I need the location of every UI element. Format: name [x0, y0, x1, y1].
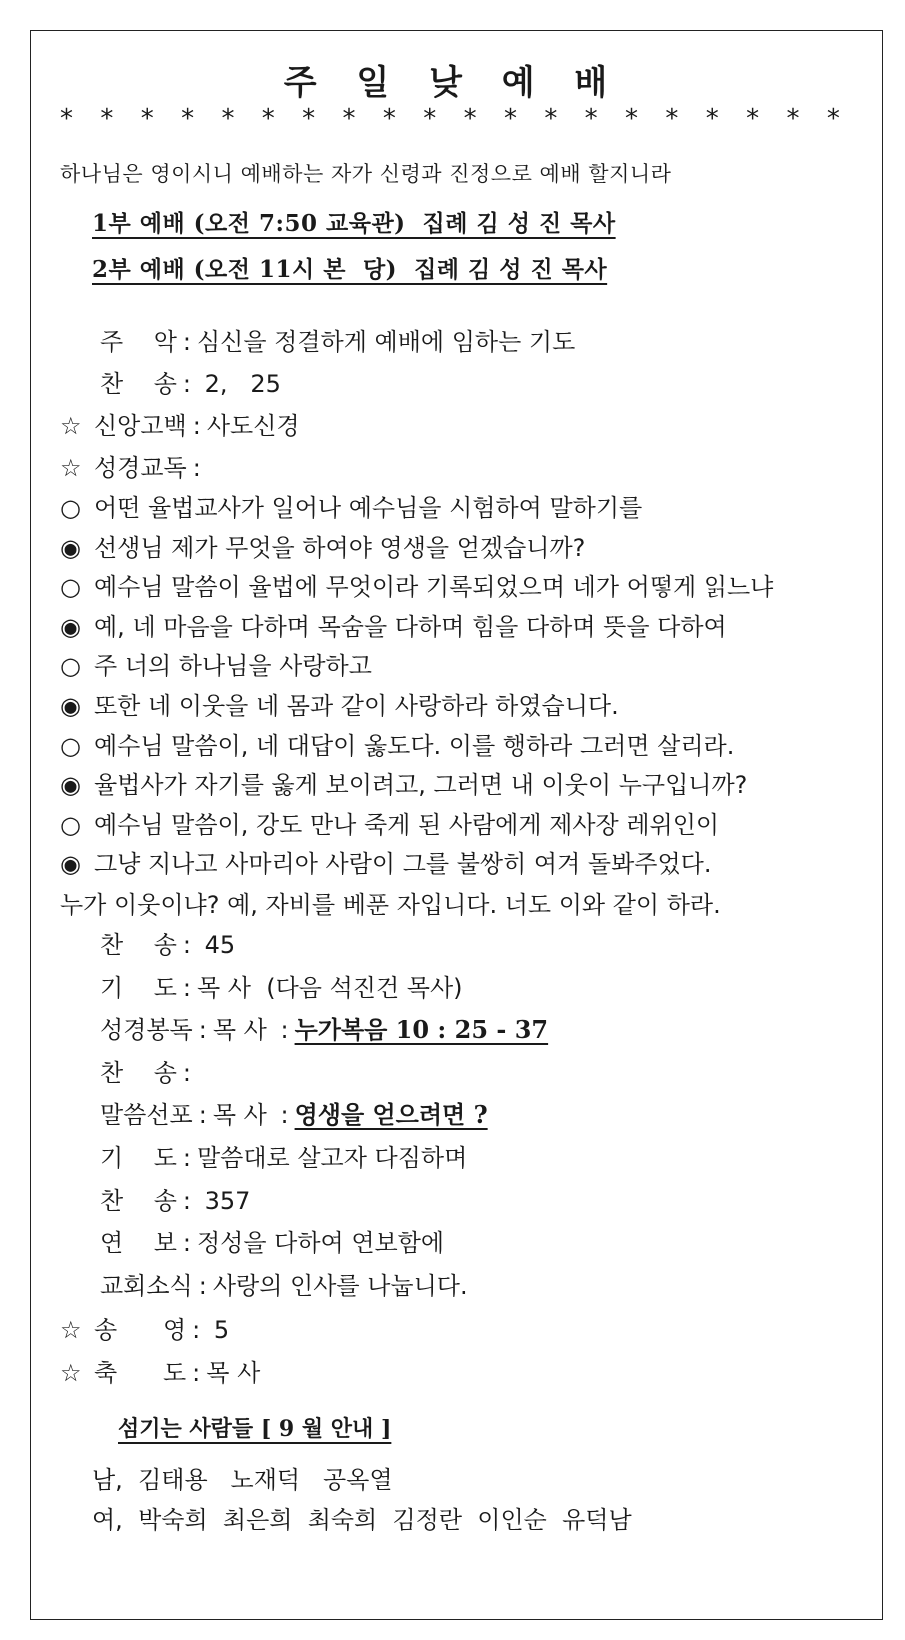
order-label: 찬 송	[100, 1186, 177, 1215]
order-emphasis: 누가복음 10 : 25 - 37	[294, 1015, 549, 1045]
order-item	[60, 1353, 260, 1388]
order-item	[100, 925, 235, 960]
star-glyph: *	[221, 104, 235, 134]
order-emphasis: 영생을 얻으려면 ?	[294, 1100, 488, 1130]
order-value: 357	[196, 1186, 251, 1215]
colon-separator: :	[198, 1271, 207, 1300]
order-item	[60, 448, 207, 483]
congregation-dot-icon: ◉	[60, 692, 81, 720]
congregation-dot-icon: ◉	[60, 533, 81, 562]
star-glyph: *	[261, 104, 275, 134]
colon-separator: :	[182, 1186, 191, 1215]
star-glyph: *	[665, 104, 679, 134]
service-second: 2부 예배 (오전 11시 본 당) 집례 김 성 진 목사	[92, 256, 608, 283]
order-item	[100, 1053, 197, 1088]
page-title: 주 일 낮 예 배	[283, 63, 622, 103]
star-glyph: *	[544, 104, 558, 134]
order-label: 주 악	[100, 328, 177, 356]
leader-circle-icon: ○	[60, 652, 81, 681]
reading-text: 또한 네 이웃을 네 몸과 같이 사랑하라 하였습니다.	[94, 692, 619, 720]
order-label: 연 보	[100, 1229, 177, 1258]
order-value: 목 사 (다음 석진건 목사)	[196, 973, 463, 1002]
servers-heading: 섬기는 사람들 [ 9 월 안내 ]	[118, 1416, 392, 1442]
order-value: 사도신경	[206, 412, 300, 440]
reading-line	[60, 765, 747, 800]
star-divider	[60, 104, 840, 134]
colon-separator: :	[182, 1058, 191, 1087]
order-item	[100, 1266, 468, 1301]
reading-text: 율법사가 자기를 옳게 보이려고, 그러면 내 이웃이 누구입니까?	[94, 771, 748, 800]
colon-separator: :	[192, 454, 201, 482]
reading-text: 그냥 지나고 사마리아 사람이 그를 불쌍히 여겨 돌봐주었다.	[94, 850, 712, 879]
star-glyph: *	[100, 104, 114, 134]
reading-text: 예수님 말씀이, 강도 만나 죽게 된 사람에게 제사장 레위인이	[94, 810, 720, 839]
colon-separator: :	[192, 1316, 201, 1344]
leader-circle-icon: ○	[60, 810, 81, 839]
reading-closing-line: 누가 이웃이냐? 예, 자비를 베푼 자입니다. 너도 이와 같이 하라.	[60, 891, 721, 919]
order-value: 말씀대로 살고자 다짐하며	[196, 1144, 468, 1172]
reading-line	[60, 528, 585, 563]
colon-separator: :	[198, 1101, 207, 1130]
reading-line	[60, 726, 734, 761]
order-label: 성경봉독	[100, 1016, 193, 1045]
star-glyph: *	[60, 104, 73, 134]
colon-separator: :	[198, 1016, 207, 1045]
colon-separator: :	[280, 1101, 289, 1130]
star-glyph: *	[826, 104, 840, 134]
leader-circle-icon: ○	[60, 494, 81, 522]
order-label: 찬 송	[100, 370, 177, 398]
reading-line	[60, 567, 773, 602]
star-glyph: *	[746, 104, 760, 134]
star-icon: ☆	[60, 1316, 82, 1344]
order-value: 5	[206, 1316, 230, 1344]
star-glyph: *	[625, 104, 639, 134]
star-glyph: *	[786, 104, 800, 134]
reading-line	[60, 646, 372, 681]
order-label: 교회소식	[100, 1271, 193, 1300]
reading-text: 선생님 제가 무엇을 하여야 영생을 얻겠습니까?	[94, 533, 586, 562]
reading-line	[60, 607, 727, 642]
order-item	[60, 406, 300, 441]
congregation-dot-icon: ◉	[60, 612, 81, 641]
leader-circle-icon: ○	[60, 573, 81, 602]
reading-text: 예수님 말씀이, 네 대답이 옳도다. 이를 행하라 그러면 살리라.	[94, 731, 735, 760]
star-glyph: *	[140, 104, 154, 134]
star-glyph: *	[584, 104, 598, 134]
reading-line	[60, 805, 719, 840]
order-label: 축 도	[94, 1359, 187, 1387]
star-glyph: *	[342, 104, 356, 134]
order-item	[100, 322, 575, 357]
congregation-dot-icon: ◉	[60, 850, 81, 879]
reading-text: 어떤 율법교사가 일어나 예수님을 시험하여 말하기를	[94, 494, 643, 522]
colon-separator: :	[182, 1144, 191, 1172]
reading-line	[60, 686, 619, 721]
order-value: 심신을 정결하게 예배에 임하는 기도	[196, 328, 576, 356]
star-glyph: *	[382, 104, 396, 134]
service-first: 1부 예배 (오전 7:50 교육관) 집례 김 성 진 목사	[92, 210, 616, 237]
order-item	[100, 1095, 488, 1130]
star-glyph: *	[423, 104, 437, 134]
reading-text: 주 너의 하나님을 사랑하고	[94, 652, 372, 681]
servers-women: 여, 박숙희 최은희 최숙희 김정란 이인순 유덕남	[92, 1506, 632, 1534]
reading-line	[60, 844, 711, 879]
congregation-dot-icon: ◉	[60, 771, 81, 800]
star-icon: ☆	[60, 412, 82, 440]
colon-separator: :	[192, 1359, 201, 1387]
star-glyph: *	[503, 104, 517, 134]
colon-separator: :	[182, 1229, 191, 1258]
leader-circle-icon: ○	[60, 731, 81, 760]
order-label: 성경교독	[94, 454, 187, 482]
colon-separator: :	[182, 370, 191, 398]
order-item	[100, 1138, 467, 1173]
order-value: 45	[196, 931, 236, 959]
order-item	[60, 1310, 229, 1345]
order-item	[100, 968, 463, 1003]
star-glyph: *	[463, 104, 477, 134]
order-value: 정성을 다하여 연보함에	[196, 1229, 445, 1258]
servers-men: 남, 김태용 노재덕 공옥열	[92, 1466, 393, 1494]
order-item	[100, 1181, 250, 1216]
verse-line: 하나님은 영이시니 예배하는 자가 신령과 진정으로 예배 할지니라	[60, 162, 672, 186]
order-item	[100, 364, 281, 399]
order-item	[100, 1010, 548, 1045]
colon-separator: :	[182, 931, 191, 959]
colon-separator: :	[192, 412, 201, 440]
star-icon: ☆	[60, 1359, 82, 1387]
order-label: 송 영	[94, 1316, 187, 1344]
colon-separator: :	[182, 973, 191, 1002]
star-glyph: *	[181, 104, 195, 134]
star-glyph: *	[705, 104, 719, 134]
order-label: 찬 송	[100, 931, 177, 959]
order-label: 기 도	[100, 973, 177, 1002]
colon-separator: :	[182, 328, 191, 356]
order-value: 목 사	[212, 1101, 275, 1130]
star-icon: ☆	[60, 454, 82, 482]
order-label: 기 도	[100, 1144, 177, 1172]
order-item	[100, 1223, 444, 1258]
reading-text: 예수님 말씀이 율법에 무엇이라 기록되었으며 네가 어떻게 읽느냐	[94, 573, 774, 602]
order-value: 2, 25	[196, 370, 281, 398]
order-label: 신앙고백	[94, 412, 187, 440]
order-value: 목 사	[206, 1359, 261, 1387]
order-label: 찬 송	[100, 1058, 177, 1087]
order-label: 말씀선포	[100, 1101, 193, 1130]
colon-separator: :	[280, 1016, 289, 1045]
order-value: 사랑의 인사를 나눕니다.	[212, 1271, 468, 1300]
order-value: 목 사	[212, 1016, 275, 1045]
reading-text: 예, 네 마음을 다하며 목숨을 다하며 힘을 다하며 뜻을 다하여	[94, 612, 727, 641]
reading-line	[60, 488, 642, 523]
star-glyph: *	[302, 104, 316, 134]
